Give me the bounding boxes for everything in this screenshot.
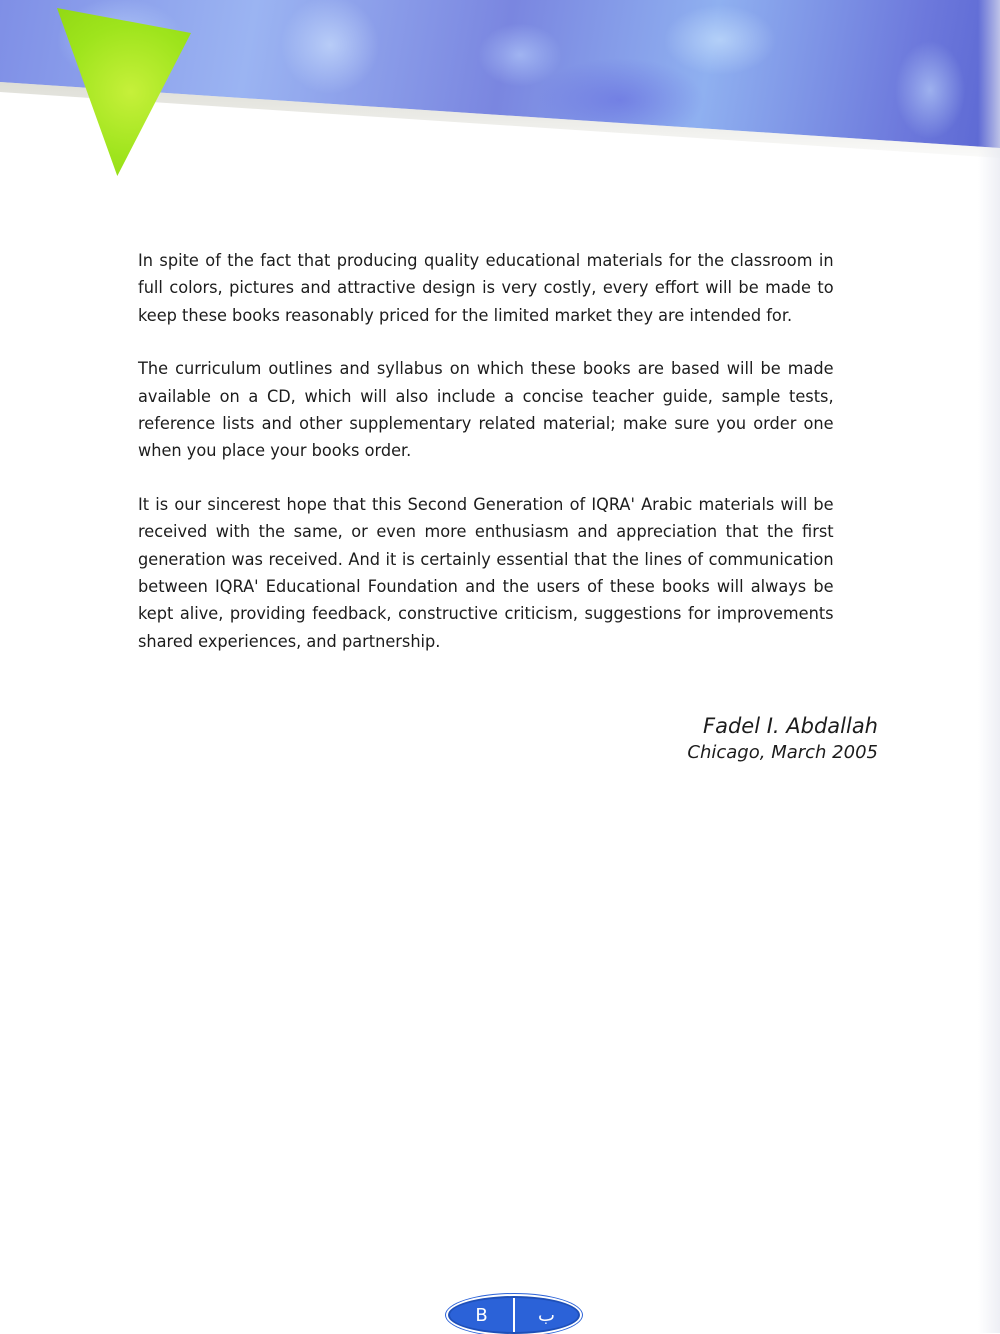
paragraph-pricing: In spite of the fact that producing quality educational materials for the classroom in full colors, pictures and attractive design is very costly, every effort will be made to keep these books reasonably priced for the limited market they are intended for. <box>138 251 834 326</box>
page-number-badge <box>448 1296 580 1334</box>
signature-block <box>687 712 878 766</box>
page-number-arabic: ب <box>538 1304 555 1326</box>
body-text <box>138 248 834 682</box>
author-name: Fadel I. Abdallah <box>703 714 878 738</box>
paragraph-hope: It is our sincerest hope that this Second Generation of IQRA' Arabic materials will be received with the same, or even more enthusiasm and appreciation that the first generation was received. And it is certainly essential that the lines of communication between IQRA' Educational Foundation and the users of these books will always be kept alive, providing feedback, constructive criticism, suggestions for improvements shared experiences, and partnership. <box>138 494 834 652</box>
page-number-latin: B <box>475 1304 488 1326</box>
paragraph-curriculum-cd: The curriculum outlines and syllabus on which these books are based will be made available on a CD, which will also include a concise teacher guide, sample tests, reference lists and other supplementary related material; make sure you order one when you place your books order. <box>138 359 834 462</box>
page-edge-shadow <box>978 0 1000 1333</box>
place-date: Chicago, March 2005 <box>687 742 878 763</box>
